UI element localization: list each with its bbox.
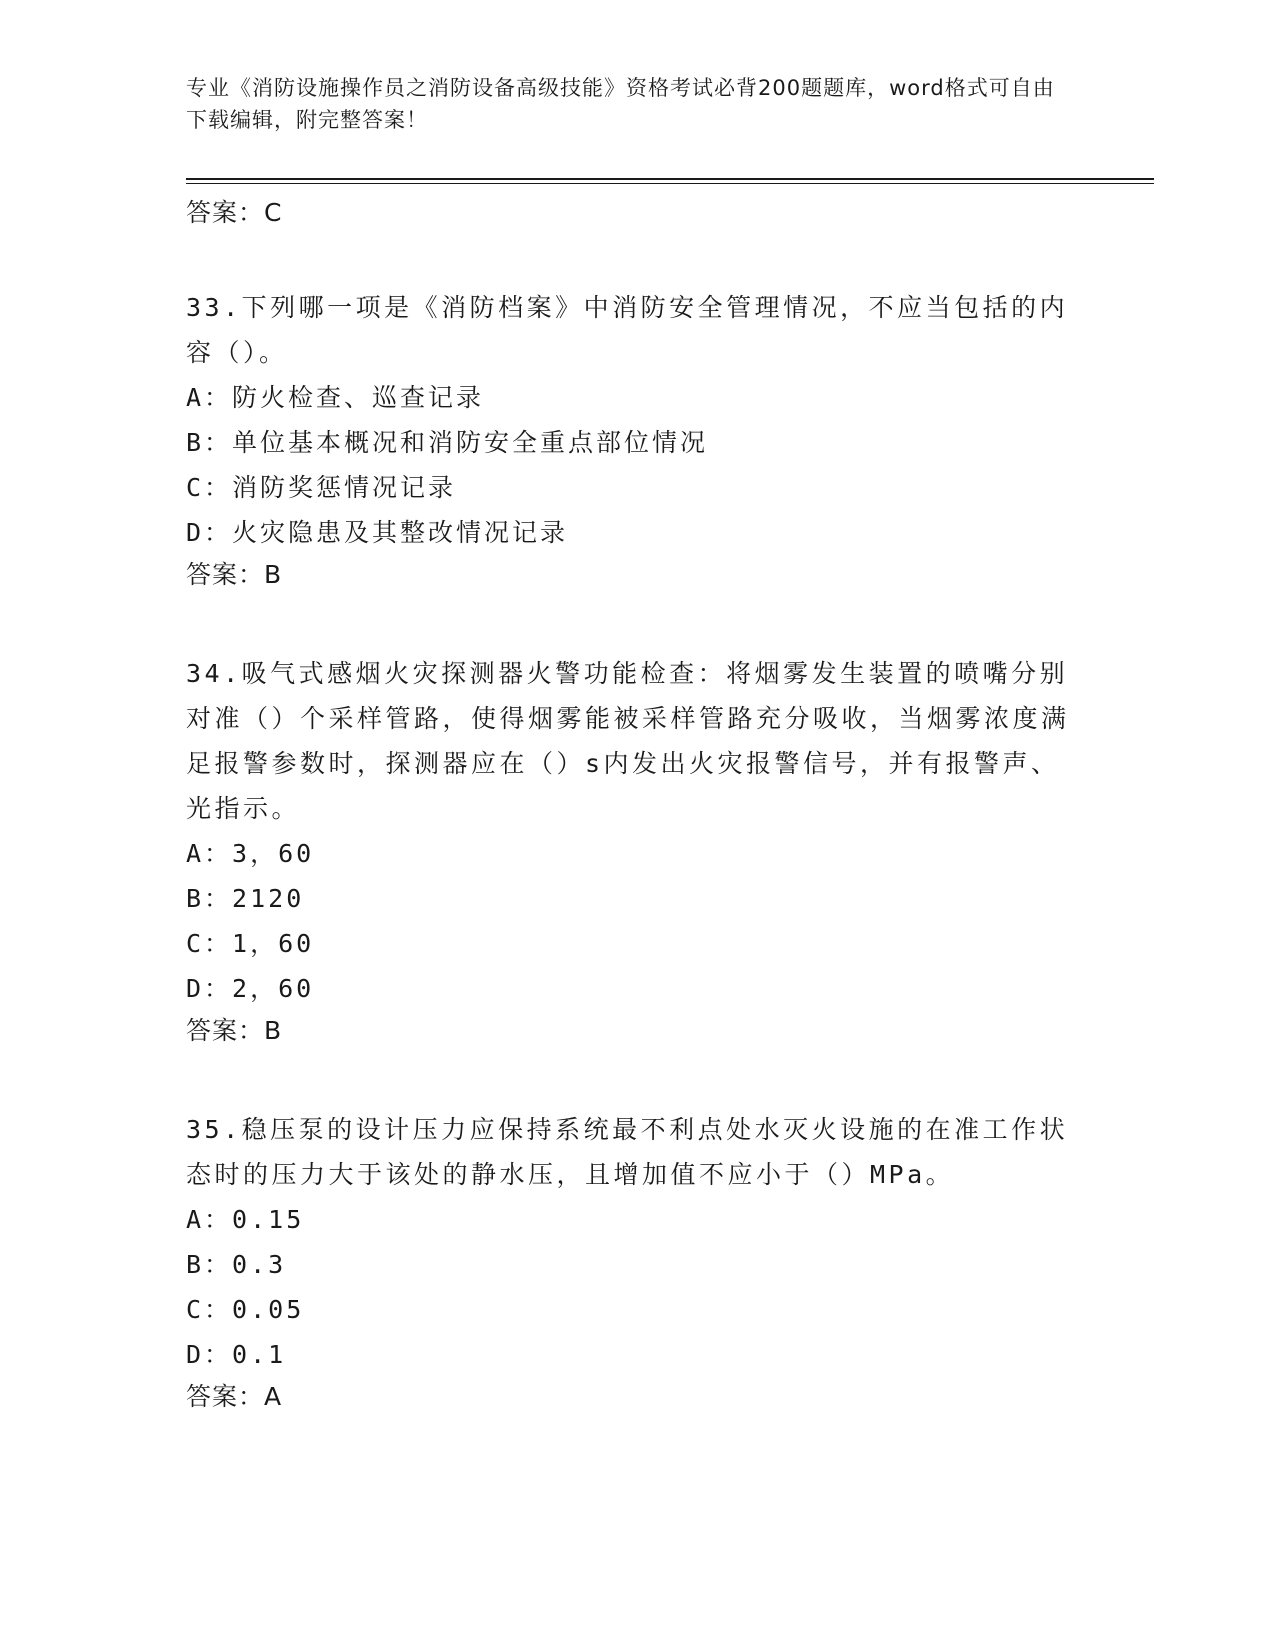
option-d: D：2，60: [186, 974, 315, 1003]
document-header: 专业《消防设施操作员之消防设备高级技能》资格考试必背200题题库，word格式可自由下载编辑，附完整答案！: [186, 76, 1055, 132]
question-list: [186, 193, 1086, 1417]
option-b: B：2120: [186, 884, 305, 913]
option-b: B：0.3: [186, 1250, 287, 1279]
question-35: [186, 1107, 1086, 1417]
option-a: A：3，60: [186, 839, 315, 868]
option-a: A：防火检查、巡查记录: [186, 383, 485, 412]
question-answer: 答案：B: [186, 1016, 283, 1045]
option-d: D：0.1: [186, 1340, 287, 1369]
option-a: A：0.15: [186, 1205, 305, 1234]
question-answer: 答案：B: [186, 560, 283, 589]
question-answer: 答案：A: [186, 1382, 283, 1411]
question-text: 34.吸气式感烟火灾探测器火警功能检查：将烟雾发生装置的喷嘴分别对准（）个采样管路，使得烟雾能被采样管路充分吸收，当烟雾浓度满足报警参数时，探测器应在（）s内发出火灾报警信号，并有报警声、光指示。: [186, 659, 1070, 823]
option-d: D：火灾隐患及其整改情况记录: [186, 518, 569, 547]
question-text: 33.下列哪一项是《消防档案》中消防安全管理情况，不应当包括的内容（）。: [186, 293, 1069, 367]
option-c: C：1，60: [186, 929, 315, 958]
option-c: C：0.05: [186, 1295, 305, 1324]
previous-answer: 答案：C: [186, 198, 283, 227]
header-divider-thick: [186, 178, 1154, 180]
option-b: B：单位基本概况和消防安全重点部位情况: [186, 428, 709, 457]
question-34: [186, 651, 1086, 1051]
option-c: C：消防奖惩情况记录: [186, 473, 457, 502]
question-33: [186, 285, 1086, 595]
header-divider-thin: [186, 183, 1154, 184]
question-text: 35.稳压泵的设计压力应保持系统最不利点处水灭火设施的在准工作状态时的压力大于该处的静水压，且增加值不应小于（）MPa。: [186, 1115, 1069, 1189]
